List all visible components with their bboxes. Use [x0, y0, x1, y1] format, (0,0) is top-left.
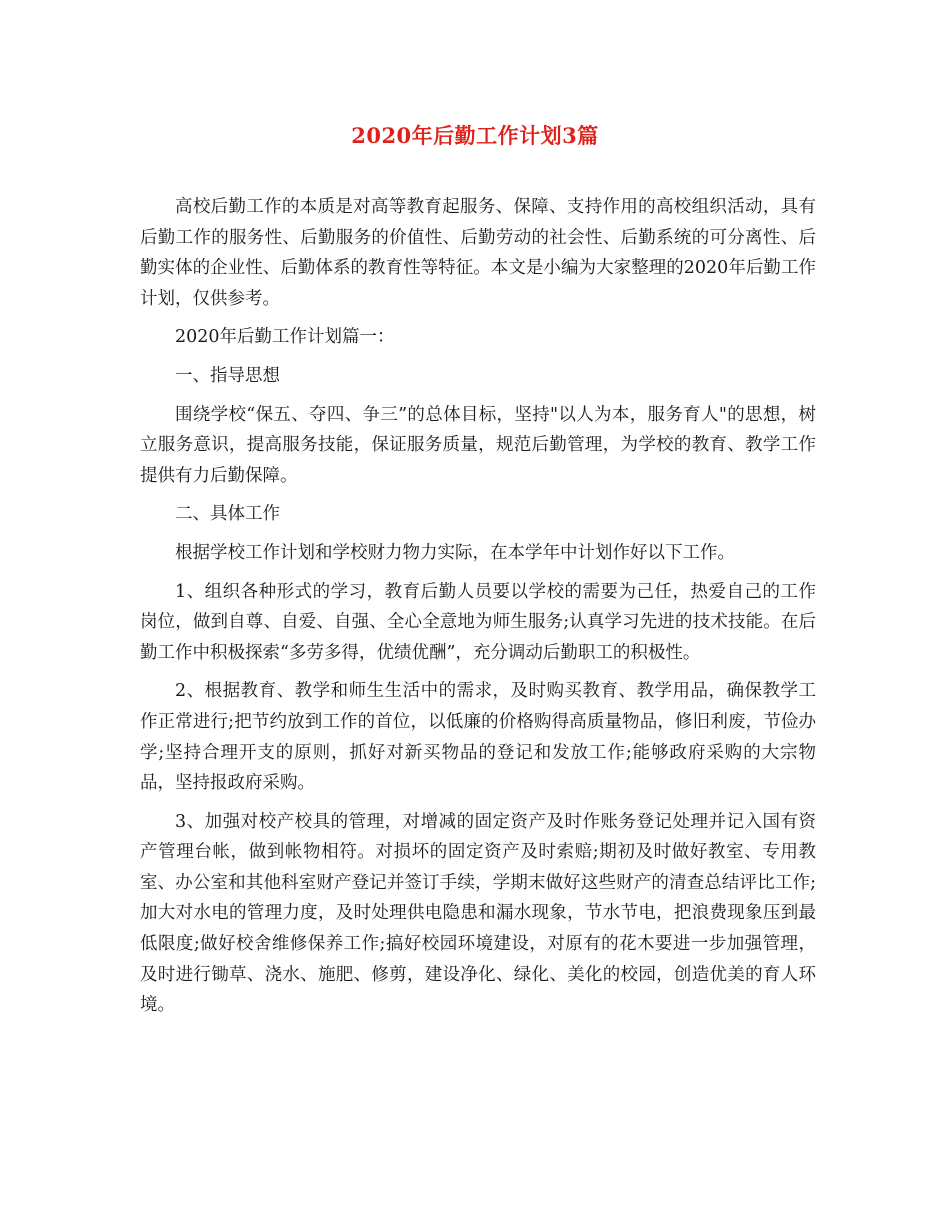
specific-work-intro: 根据学校工作计划和学校财力物力实际，在本学年中计划作好以下工作。 — [175, 542, 735, 563]
section-heading-plan-one: 2020年后勤工作计划篇一： — [175, 327, 395, 348]
work-item-2: 2、根据教育、教学和师生生活中的需求，及时购买教育、教学用品，确保教学工作正常进行;把节约放到工作的首位，以低廉的价格购得高质量物品，修旧利废，节俭办学;坚持合理开支的原则，抓好对新买物品的登记和发放工作;能够政府采购的大宗物品，坚持报政府采购。 — [140, 681, 816, 794]
guiding-ideology-paragraph: 围绕学校“保五、夺四、争三”的总体目标，坚持"以人为本，服务育人"的思想，树立服务意识，提高服务技能，保证服务质量，规范后勤管理，为学校的教育、教学工作提供有力后勤保障。 — [140, 404, 816, 486]
section-heading-specific-work: 二、具体工作 — [175, 504, 280, 525]
document-body — [140, 192, 816, 1021]
document-title: 2020年后勤工作计划3篇 — [351, 123, 599, 148]
intro-paragraph: 高校后勤工作的本质是对高等教育起服务、保障、支持作用的高校组织活动，具有后勤工作的服务性、后勤服务的价值性、后勤劳动的社会性、后勤系统的可分离性、后勤实体的企业性、后勤体系的教育性等特征。本文是小编为大家整理的2020年后勤工作计划，仅供参考。 — [140, 197, 816, 309]
work-item-3: 3、加强对校产校具的管理，对增减的固定资产及时作账务登记处理并记入国有资产管理台帐，做到帐物相符。对损坏的固定资产及时索赔;期初及时做好教室、专用教室、办公室和其他科室财产登记并签订手续，学期末做好这些财产的清查总结评比工作;加大对水电的管理力度，及时处理供电隐患和漏水现象，节水节电，把浪费现象压到最低限度;做好校舍维修保养工作;搞好校园环境建设，对原有的花木要进一步加强管理，及时进行锄草、浇水、施肥、修剪，建设净化、绿化、美化的校园，创造优美的育人环境。 — [140, 811, 816, 1016]
section-heading-guiding-ideology: 一、指导思想 — [175, 365, 280, 386]
work-item-1: 1、组织各种形式的学习，教育后勤人员要以学校的需要为己任，热爱自己的工作岗位，做到自尊、自爱、自强、全心全意地为师生服务;认真学习先进的技术技能。在后勤工作中积极探索“多劳多得，优绩优酬”，充分调动后勤职工的积极性。 — [140, 581, 816, 663]
